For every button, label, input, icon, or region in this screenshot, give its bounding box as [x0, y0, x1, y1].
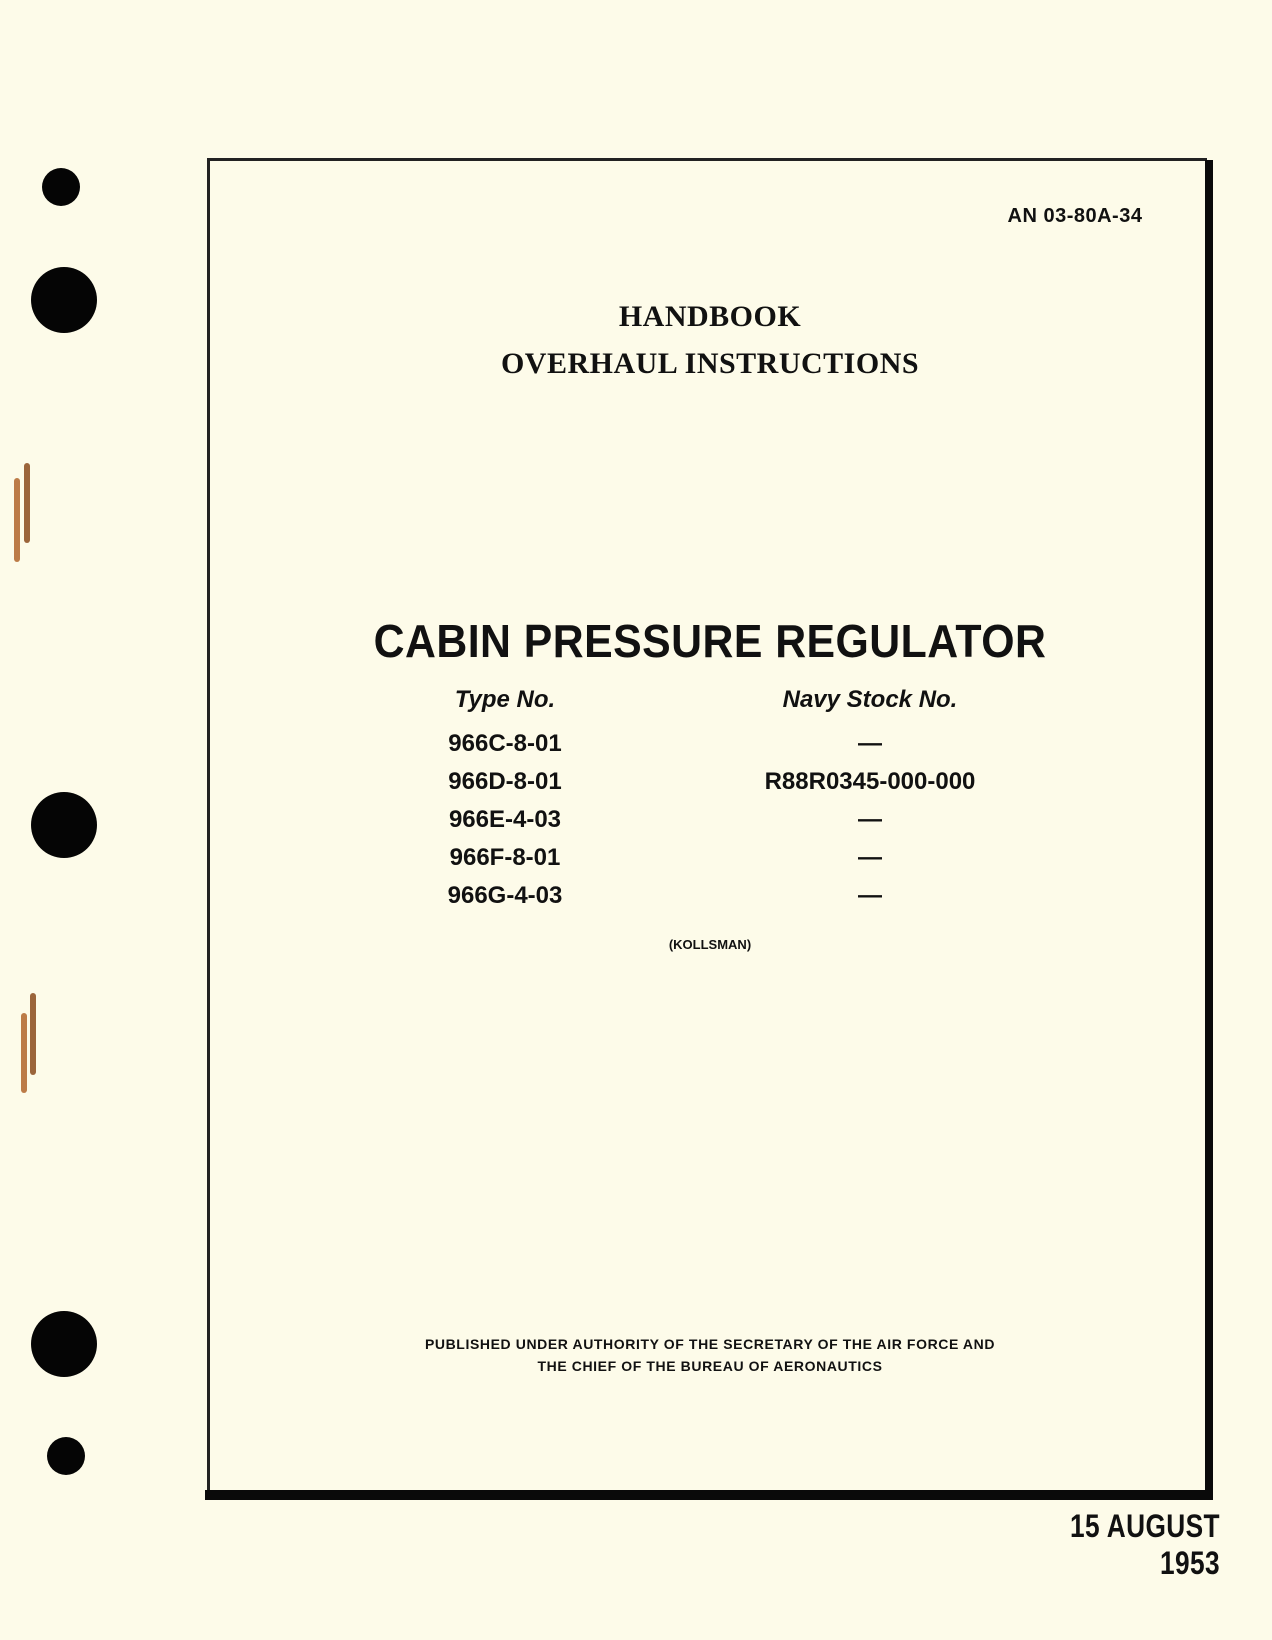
navy-stock-number: —: [858, 730, 882, 757]
type-stock-table: [0, 730, 1272, 920]
table-row: [0, 844, 1272, 882]
column-header-navy-stock-no: Navy Stock No.: [782, 686, 958, 713]
staple-mark-upper-a: [14, 478, 20, 562]
staple-mark-upper-b: [24, 463, 30, 543]
heading-handbook: HANDBOOK: [618, 300, 802, 333]
navy-stock-number: —: [858, 844, 882, 871]
manufacturer-label: (KOLLSMAN): [668, 937, 752, 952]
binder-hole-large-3: [31, 1311, 97, 1377]
type-number: 966D-8-01: [448, 768, 562, 795]
binder-hole-small-top: [42, 168, 80, 206]
binder-hole-large-1: [31, 267, 97, 333]
document-number: AN 03-80A-34: [1007, 205, 1143, 227]
navy-stock-number: R88R0345-000-000: [764, 768, 976, 795]
binder-hole-small-bottom: [47, 1437, 85, 1475]
heading-overhaul-instructions: OVERHAUL INSTRUCTIONS: [500, 347, 920, 380]
table-row: [0, 806, 1272, 844]
frame-border-top: [207, 158, 1207, 161]
type-number: 966E-4-03: [448, 806, 562, 833]
table-row: [0, 768, 1272, 806]
table-row: [0, 730, 1272, 768]
authority-statement-line-2: THE CHIEF OF THE BUREAU OF AERONAUTICS: [537, 1358, 883, 1374]
column-header-type-no: Type No.: [454, 686, 556, 713]
navy-stock-number: —: [858, 882, 882, 909]
table-row: [0, 882, 1272, 920]
staple-mark-lower-b: [30, 993, 36, 1075]
frame-border-bottom: [205, 1490, 1213, 1500]
document-title: CABIN PRESSURE REGULATOR: [373, 615, 1047, 667]
navy-stock-number: —: [858, 806, 882, 833]
type-number: 966C-8-01: [448, 730, 562, 757]
type-number: 966G-4-03: [447, 882, 563, 909]
staple-mark-lower-a: [21, 1013, 27, 1093]
authority-statement-line-1: PUBLISHED UNDER AUTHORITY OF THE SECRETARY OF THE AIR FORCE AND: [424, 1336, 996, 1352]
type-number: 966F-8-01: [449, 844, 561, 871]
publication-date: 15 AUGUST 1953: [1070, 1508, 1220, 1581]
